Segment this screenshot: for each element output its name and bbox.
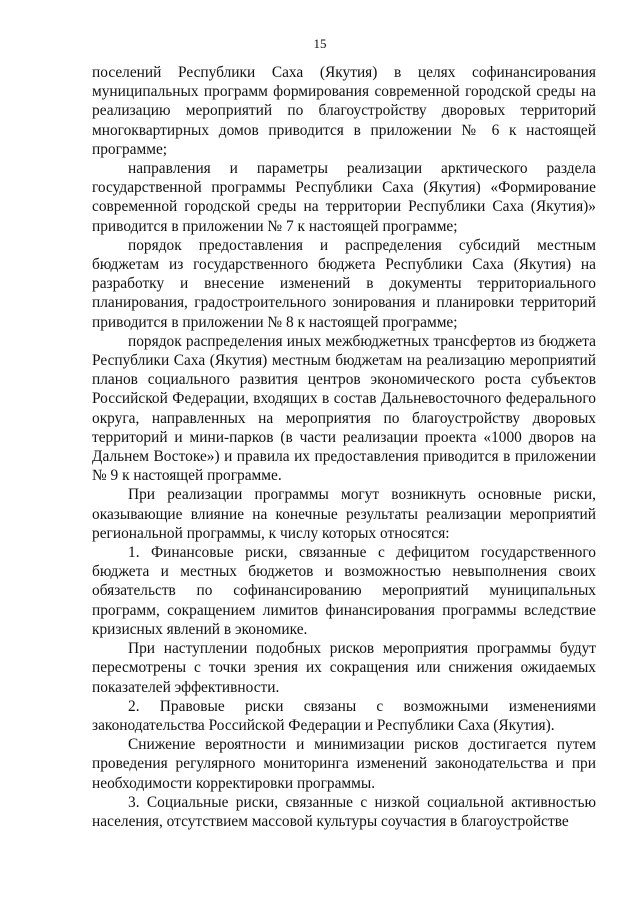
paragraph-risks-intro: При реализации программы могут возникнуть основные риски, оказывающие влияние на конечные результаты реализации мероприятий региональной программы, к числу которых относятся: (92, 486, 596, 542)
paragraph-arctic-section: направления и параметры реализации арктического раздела государственной программы Республики Саха (Якутия) «Формирование современной городской среды на территории Республики Саха (Якутия)» приводится в приложении № 7 к настоящей программе; (92, 160, 596, 235)
paragraph-subsidy-procedure: порядок предоставления и распределения субсидий местным бюджетам из государственного бюджета Республики Саха (Якутия) на разработку и внесение изменений в документы территориального планирования, градостроительного зонирования и планировки территорий приводится в приложении № 8 к настоящей программе; (92, 236, 596, 331)
paragraph-legal-risks-mitigation: Снижение вероятности и минимизации рисков достигается путем проведения регулярного мониторинга изменений законодательства и при необходимости корректировки программы. (92, 736, 596, 792)
paragraph-legal-risks: 2. Правовые риски связаны с возможными изменениями законодательства Российской Федерации и Республики Саха (Якутия). (92, 697, 596, 734)
paragraph-continuation: поселений Республики Саха (Якутия) в целях софинансирования муниципальных программ формирования современной городской среды на реализацию мероприятий по благоустройству дворовых территорий многоквартирных домов приводится в приложении № 6 к настоящей программе; (92, 64, 596, 158)
paragraph-financial-risks-response: При наступлении подобных рисков мероприятия программы будут пересмотрены с точки зрения их сокращения или снижения ожидаемых показателей эффективности. (92, 640, 596, 696)
document-body (92, 63, 596, 831)
paragraph-transfers-procedure: порядок распределения иных межбюджетных трансфертов из бюджета Республики Саха (Якутия) местным бюджетам на реализацию мероприятий планов социального развития центров экономического роста субъектов Российской Федерации, входящих в состав Дальневосточного федерального округа, направленных на мероприятия по благоустройству дворовых территорий и мини-парков (в части реализации проекта «1000 дворов на Дальнем Востоке») и правила их предоставления приводится в приложении № 9 к настоящей программе. (92, 332, 596, 485)
paragraph-social-risks: 3. Социальные риски, связанные с низкой социальной активностью населения, отсутствием массовой культуры соучастия в благоустройстве (92, 793, 596, 830)
paragraph-financial-risks: 1. Финансовые риски, связанные с дефицитом государственного бюджета и местных бюджетов и возможностью невыполнения своих обязательств по софинансированию мероприятий муниципальных программ, сокращением лимитов финансирования программы вследствие кризисных явлений в экономике. (92, 544, 596, 638)
page-number: 15 (313, 36, 327, 51)
